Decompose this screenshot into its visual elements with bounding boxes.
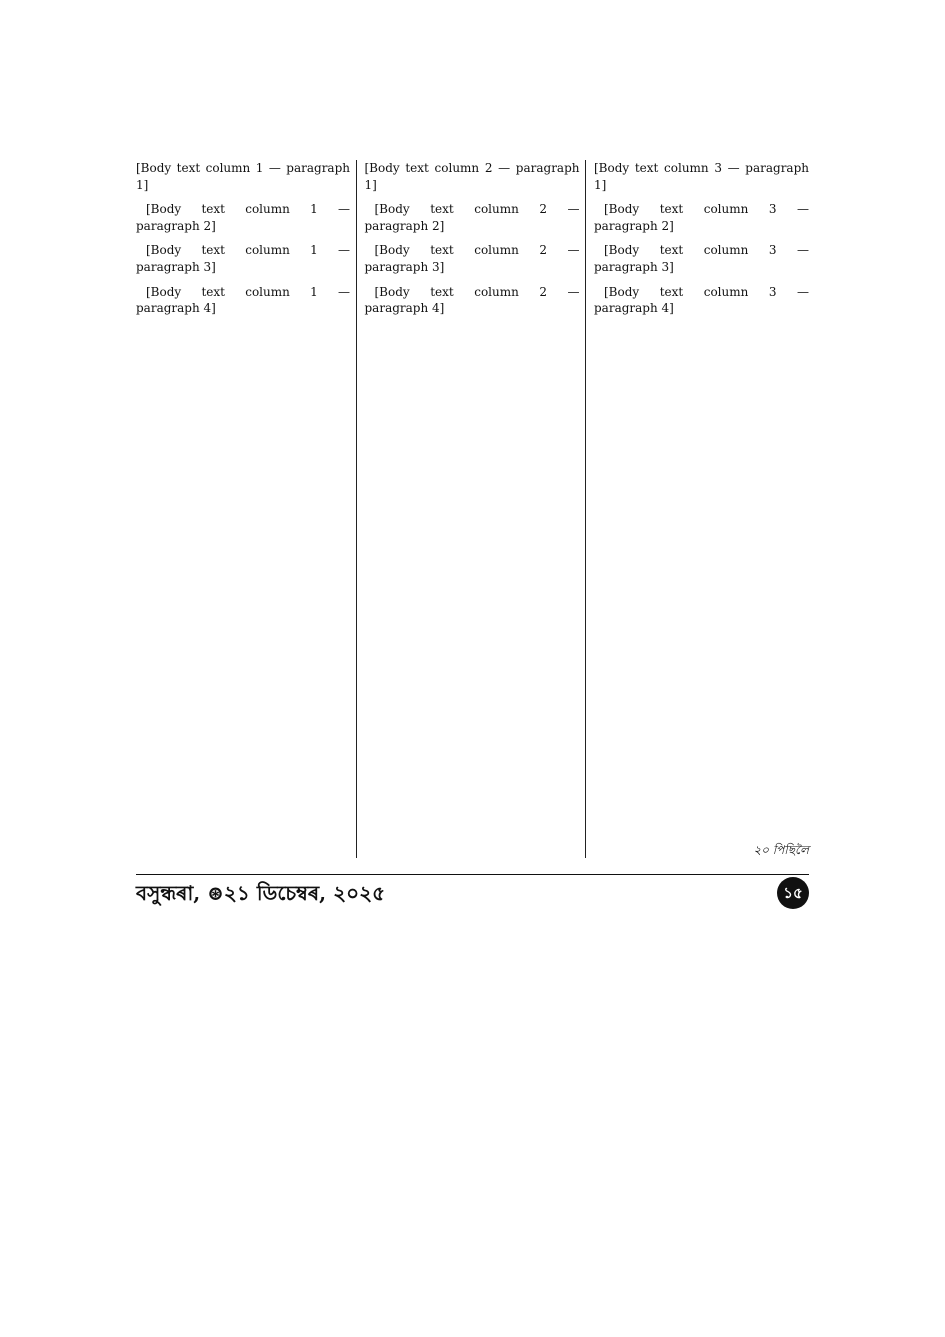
page-number: ১৫	[783, 883, 803, 902]
paragraph: [Body text column 1 — paragraph 3]	[136, 243, 354, 274]
article-column-1	[136, 160, 354, 858]
paragraph: [Body text column 2 — paragraph 4]	[364, 284, 584, 316]
article-body	[136, 160, 813, 858]
page-footer	[136, 874, 809, 909]
publication-line: বসুন্ধৰা, ⊛২১ ডিচেম্বৰ, ২০২৫	[136, 881, 386, 905]
paragraph: [Body text column 3 — paragraph 1]	[594, 161, 813, 192]
paragraph: [Body text column 1 — paragraph 1]	[136, 161, 354, 192]
paragraph: [Body text column 3 — paragraph 4]	[594, 284, 813, 316]
continued-label: ২০ পিছিলৈ	[753, 843, 809, 857]
paragraph: [Body text column 2 — paragraph 1]	[364, 161, 584, 192]
paragraph: [Body text column 3 — paragraph 3]	[594, 243, 813, 274]
paragraph: [Body text column 2 — paragraph 2]	[364, 202, 584, 233]
paragraph: [Body text column 2 — paragraph 3]	[364, 243, 584, 274]
article-column-2	[356, 160, 584, 858]
paragraph: [Body text column 1 — paragraph 2]	[136, 202, 354, 233]
paragraph: [Body text column 1 — paragraph 4]	[136, 284, 354, 316]
paragraph: [Body text column 3 — paragraph 2]	[594, 202, 813, 233]
article-column-3	[585, 160, 813, 858]
page-number-badge	[777, 877, 809, 909]
